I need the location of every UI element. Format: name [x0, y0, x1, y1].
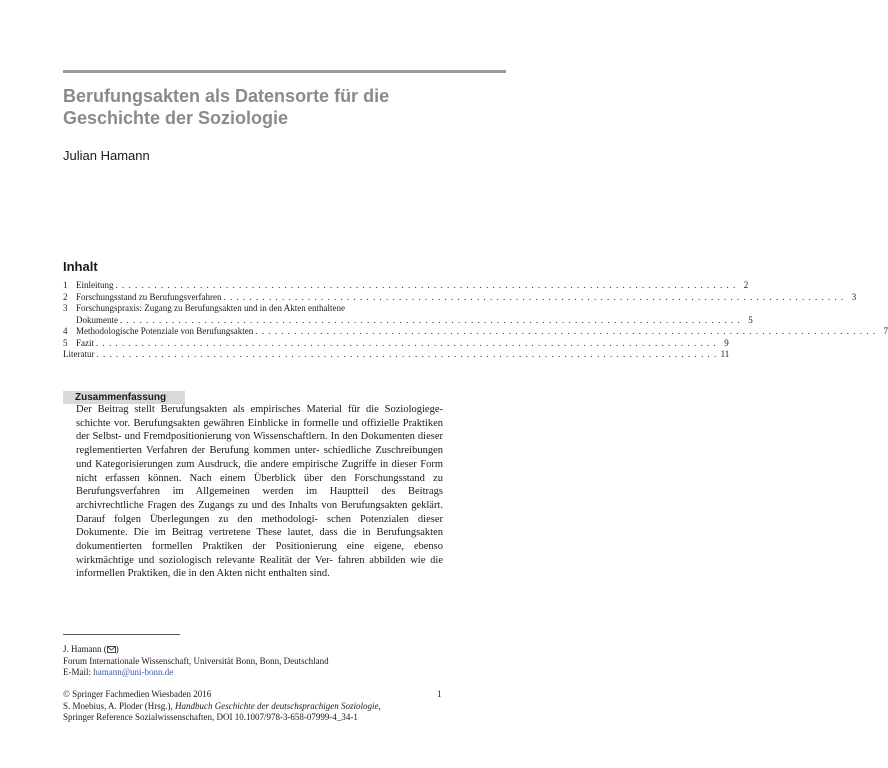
- toc-leader-dots: . . . . . . . . . . . . . . . . . . . . . . . . . . . . . . . . . . . . . . . . . . . . . . . . . . . . . . . . . . . . . . . . . . . . . . . . . . . . . . . . . . . . . . . . . . . . . . . .: [120, 314, 741, 325]
- toc-item-page: 9: [724, 337, 729, 348]
- abstract-line: Praktiken der Selbst- und Fremdpositionierung von Wissenschaftlern. In den: [76, 417, 443, 443]
- footnote-author: J. Hamann (: [63, 644, 107, 654]
- toc-item-label: Einleitung: [76, 280, 114, 290]
- abstract-line: die in Berufungsakten dokumentierten formellen Praktiken der Positionierung: [76, 527, 443, 553]
- toc-item-number: 2: [63, 291, 68, 302]
- toc-item-label: Literatur: [63, 349, 95, 359]
- citation-suffix: ,: [378, 700, 381, 711]
- citation-book-title: Handbuch Geschichte der deutschsprachigen Soziologie: [175, 700, 379, 711]
- abstract-line: Hauptteil des Beitrags archivrechtliche Fragen des Zugangs zu und des Inhalts: [76, 486, 444, 511]
- footnote-rule: [63, 634, 180, 635]
- toc-heading: Inhalt: [63, 259, 98, 274]
- abstract-line: Der Beitrag stellt Berufungsakten als empirisches Material für die Soziologiege-: [76, 404, 443, 415]
- toc-item[interactable]: [63, 291, 857, 304]
- toc-leader-dots: . . . . . . . . . . . . . . . . . . . . . . . . . . . . . . . . . . . . . . . . . . . . . . . . . . . . . . . . . . . . . . . . . . . . . . . . . . . . . . . . . . . . . . . . . . . . . . . .: [223, 291, 845, 302]
- citation-doi-line: Springer Reference Sozialwissenschaften, DOI 10.1007/978-3-658-07999-4_34-1: [63, 712, 358, 722]
- abstract-line: sind.: [309, 568, 330, 580]
- author-name: Julian Hamann: [63, 148, 150, 163]
- footnote-affiliation: Forum Internationale Wissenschaft, Universität Bonn, Bonn, Deutschland: [63, 655, 329, 666]
- footnote-email-label: E-Mail:: [63, 667, 94, 677]
- toc-item-label: Methodologische Potenziale von Berufungsakten: [76, 326, 254, 336]
- abstract-line: eine eigene, ebenso wirkmächtige und soziologisch relevante Realität der Ver-: [76, 541, 444, 566]
- toc-item[interactable]: [63, 303, 753, 326]
- toc-item-number: 4: [63, 326, 68, 336]
- title-line-2: Geschichte der Soziologie: [63, 108, 289, 128]
- toc-item-page: 7: [883, 326, 888, 336]
- abstract-line: schiedliche Zuschreibungen und Kategorisierungen zum Ausdruck, die andere: [76, 445, 443, 470]
- toc-item-number: 3: [63, 303, 68, 313]
- toc-item-number: 1: [63, 280, 68, 290]
- author-footnote: [63, 644, 329, 679]
- toc-leader-dots: . . . . . . . . . . . . . . . . . . . . . . . . . . . . . . . . . . . . . . . . . . . . . . . . . . . . . . . . . . . . . . . . . . . . . . . . . . . . . . . . . . . . . . . . . . . . . . . .: [255, 326, 876, 336]
- toc-item-label-continued: Dokumente: [76, 314, 118, 325]
- toc-item[interactable]: [63, 326, 888, 338]
- title-line-1: Berufungsakten als Datensorte für die: [63, 86, 390, 106]
- toc-item-page: 5: [748, 314, 753, 325]
- copyright-block: [63, 689, 445, 724]
- footnote-email-link[interactable]: hamann@uni-bonn.de: [93, 667, 174, 677]
- abstract-line: über den Forschungsstand zu Berufungsverfahren im Allgemeinen werden im: [76, 472, 443, 498]
- abstract-line: schichte vor. Berufungsakten gewähren Einblicke in formelle und offizielle: [76, 417, 400, 429]
- toc-item-label: Forschungsstand zu Berufungsverfahren: [76, 291, 222, 302]
- toc-item-page: 11: [720, 349, 730, 359]
- toc-item-number: 5: [63, 337, 68, 348]
- top-rule: [63, 70, 506, 73]
- table-of-contents: [63, 280, 888, 361]
- toc-item[interactable]: [63, 349, 730, 361]
- abstract-text: [76, 403, 443, 581]
- footnote-author-end: ): [115, 644, 119, 654]
- toc-item[interactable]: [63, 337, 729, 350]
- abstract-label: Zusammenfassung: [63, 391, 185, 404]
- abstract-line: schen Potenzialen dieser Dokumente. Die im Beitrag vertretene These lautet, dass: [76, 513, 443, 539]
- citation-prefix: S. Moebius, A. Ploder (Hrsg.),: [63, 700, 175, 711]
- toc-item[interactable]: [63, 280, 749, 292]
- copyright-line: © Springer Fachmedien Wiesbaden 2016: [63, 689, 212, 699]
- toc-item-page: 2: [743, 280, 749, 290]
- abstract-line: empirische Zugriffe in dieser Form nicht erfassen können. Nach einem Überblick: [76, 458, 444, 484]
- abstract-line: Dokumenten dieser reglementierten Verfahren der Berufung kommen unter-: [76, 431, 443, 457]
- toc-item-page: 3: [851, 291, 857, 302]
- envelope-icon: [107, 646, 116, 653]
- abstract-line: von Berufungsakten geklärt. Darauf folgen Überlegungen zu den methodologi-: [76, 499, 443, 525]
- toc-leader-dots: . . . . . . . . . . . . . . . . . . . . . . . . . . . . . . . . . . . . . . . . . . . . . . . . . . . . . . . . . . . . . . . . . . . . . . . . . . . . . . . . . . . . . . . . . . . . . . . .: [115, 280, 737, 290]
- abstract-line: fahren abbilden wie die informellen Praktiken, die in den Akten nicht enthalten: [76, 554, 443, 580]
- toc-item-label: Fazit: [76, 337, 94, 348]
- toc-leader-dots: . . . . . . . . . . . . . . . . . . . . . . . . . . . . . . . . . . . . . . . . . . . . . . . . . . . . . . . . . . . . . . . . . . . . . . . . . . . . . . . . . . . . . . . . . . . . . . . .: [96, 337, 717, 348]
- article-title: [63, 85, 483, 129]
- toc-leader-dots: . . . . . . . . . . . . . . . . . . . . . . . . . . . . . . . . . . . . . . . . . . . . . . . . . . . . . . . . . . . . . . . . . . . . . . . . . . . . . . . . . . . . . . . . . . . . . . . .: [96, 349, 718, 359]
- page-number: 1: [437, 689, 442, 699]
- toc-item-label: Forschungspraxis: Zugang zu Berufungsakten und in den Akten enthaltene: [76, 303, 345, 313]
